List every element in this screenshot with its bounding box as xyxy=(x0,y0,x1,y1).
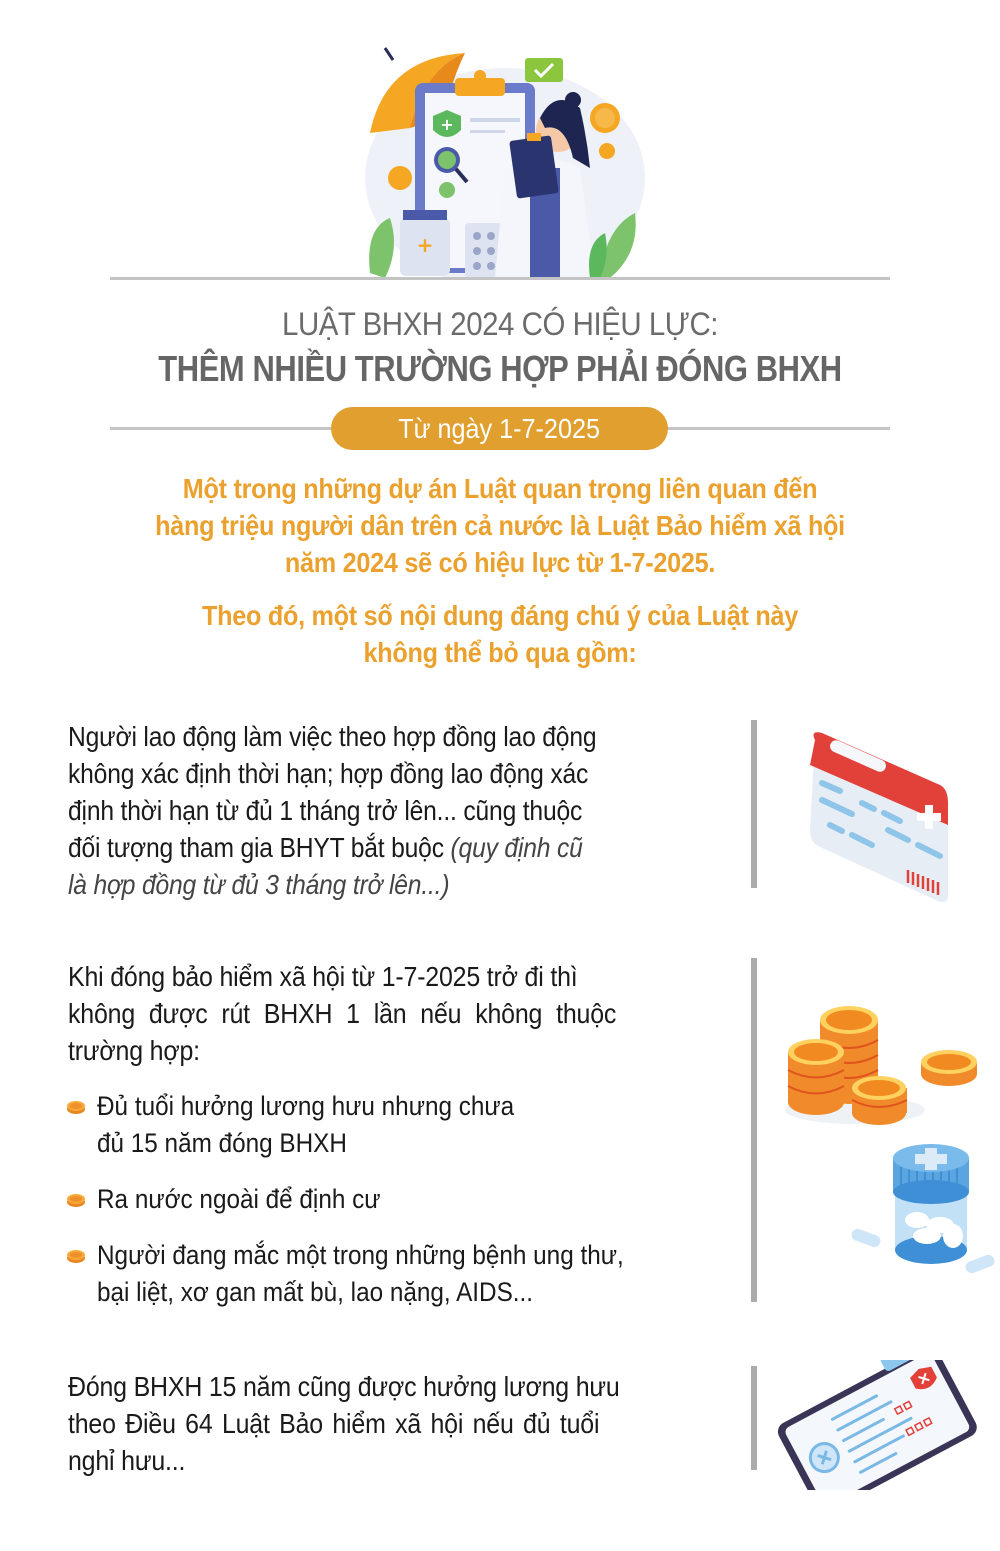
hero-doctor-illustration xyxy=(355,38,645,278)
coin-bullet-icon xyxy=(66,1193,86,1207)
section-2-text: Khi đóng bảo hiểm xã hội từ 1-7-2025 trở đi thì không được rút BHXH 1 lần nếu không thuộc trường hợp: xyxy=(68,961,617,1066)
coin-stack-icon xyxy=(780,1000,985,1130)
page-title-line2: THÊM NHIỀU TRƯỜNG HỢP PHẢI ĐÓNG BHXH xyxy=(158,348,842,389)
svg-text:+: + xyxy=(440,115,454,134)
section-2-divider xyxy=(751,958,757,1302)
intro-paragraph-1: Một trong những dự án Luật quan trọng liên quan đến hàng triệu người dân trên cả nước là Luật Bảo hiểm xã hội năm 2024 sẽ có hiệu lực từ 1-7-2025. xyxy=(155,473,845,578)
date-badge: Từ ngày 1-7-2025 xyxy=(331,407,668,450)
coin-bullet-icon xyxy=(66,1249,86,1263)
section-3-divider xyxy=(751,1366,757,1470)
pill-bottle-icon xyxy=(845,1140,1000,1280)
section-1-text: Người lao động làm việc theo hợp đồng lao động không xác định thời hạn; hợp đồng lao động xác định thời hạn từ đủ 1 tháng trở lên... cũng thuộc đối tượng tham gia BHYT bắt buộc (quy định cũ là hợp đồng từ đủ 3 tháng trở lên...) xyxy=(68,721,597,900)
top-divider-line xyxy=(110,277,890,280)
health-insurance-card-icon xyxy=(800,725,950,905)
svg-text:+: + xyxy=(416,233,434,257)
section-1-divider xyxy=(751,720,757,888)
page-title-line1: LUẬT BHXH 2024 CÓ HIỆU LỰC: xyxy=(282,306,718,342)
section-3-text: Đóng BHXH 15 năm cũng được hưởng lương hưu theo Điều 64 Luật Bảo hiểm xã hội nếu đủ tuổi nghỉ hưu... xyxy=(68,1371,620,1476)
intro-paragraph-2: Theo đó, một số nội dung đáng chú ý của Luật này không thể bỏ qua gồm: xyxy=(201,600,799,668)
coin-bullet-icon xyxy=(66,1100,86,1114)
medical-clipboard-icon xyxy=(760,1360,990,1490)
